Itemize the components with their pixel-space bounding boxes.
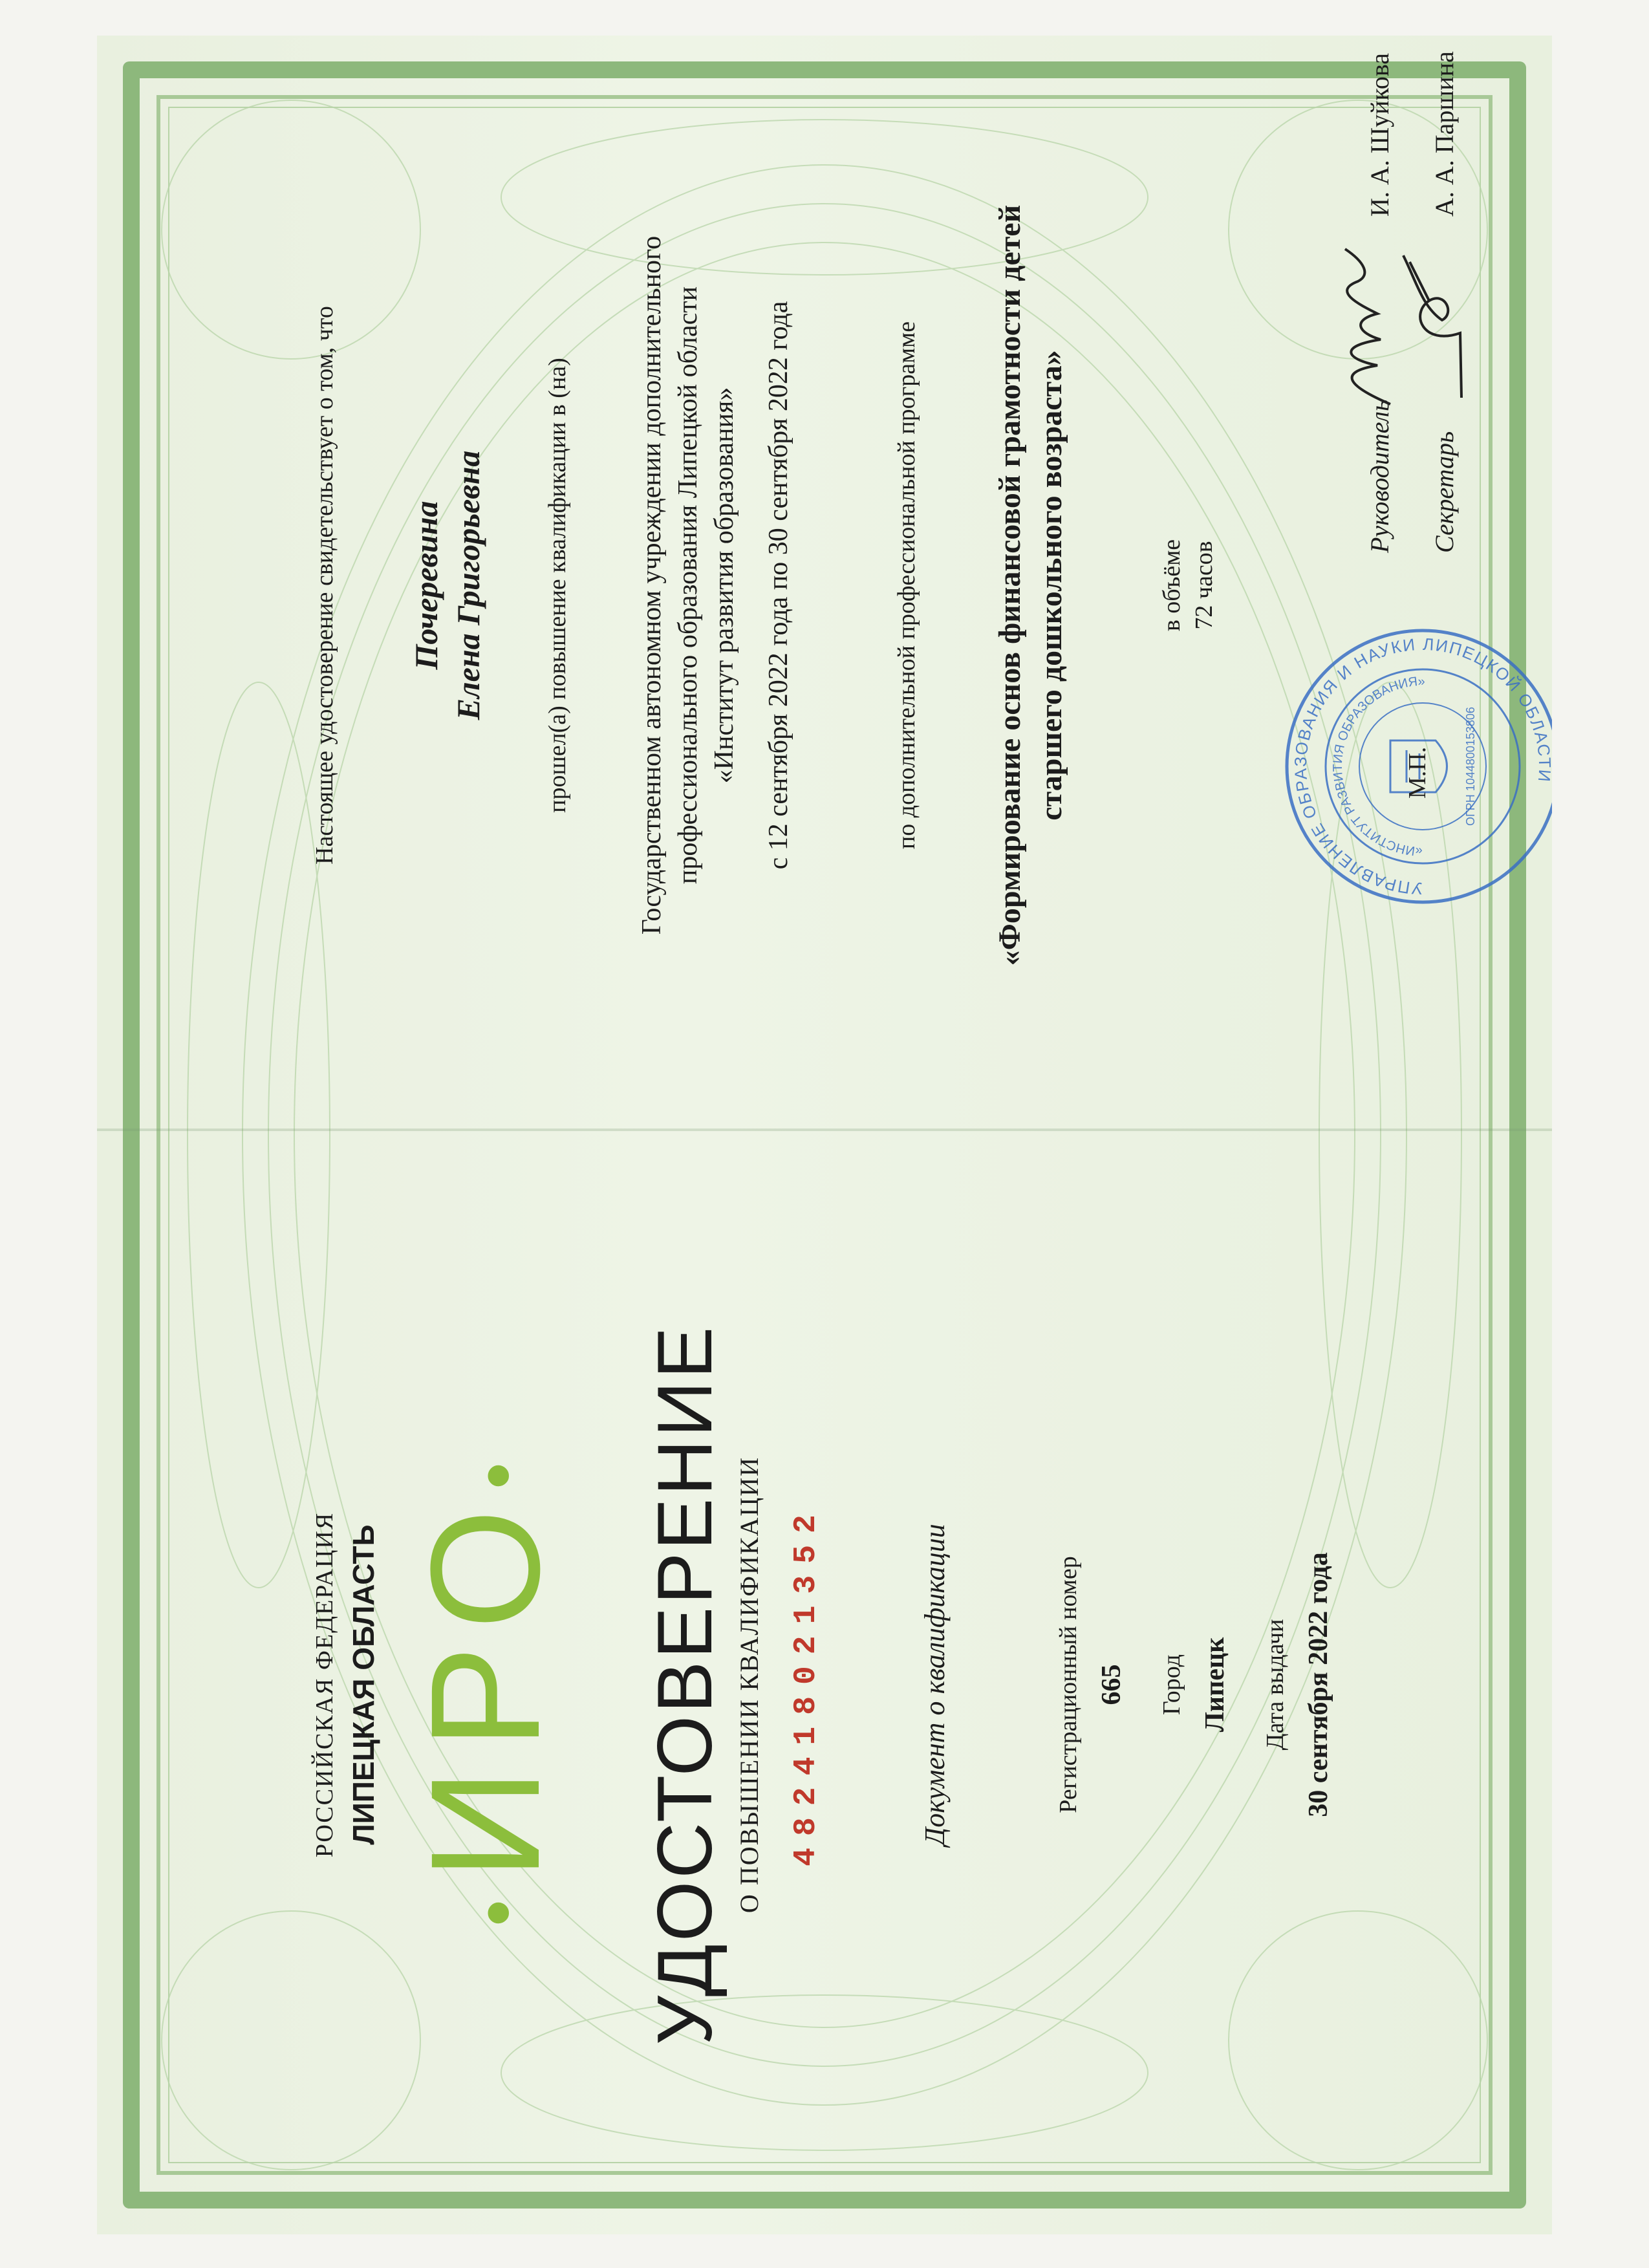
iro-logo (398, 1135, 582, 2234)
signatory-name: И. А. Шуйкова (1365, 52, 1394, 217)
certificate-sheet (97, 36, 1555, 2234)
country-heading: РОССИЙСКАЯ ФЕДЕРАЦИЯ (311, 1511, 338, 1858)
city-value: Липецк (1200, 1637, 1230, 1733)
signature-role: Секретарь (1430, 431, 1459, 553)
document-type: Документ о квалификации (919, 1524, 951, 1846)
stamp-ogrn: ОГРН 1044800153806 (1464, 707, 1477, 826)
document-title: УДОСТОВЕРЕНИЕ (641, 1324, 728, 2046)
logo-text: ИРО (398, 1489, 572, 1880)
program-title-line: «Формирование основ финансовой грамотности детей (993, 204, 1027, 966)
stamp-outer-text: УПРАВЛЕНИЕ ОБРАЗОВАНИЯ И НАУКИ ЛИПЕЦКОЙ ОБЛАСТИ (1290, 634, 1555, 899)
institution-line: профессионального образования Липецкой области (673, 286, 703, 885)
institution-line: «Институт развития образования» (709, 387, 739, 784)
city-label: Город (1158, 1654, 1185, 1715)
holder-given-names: Елена Григорьевна (450, 450, 486, 720)
signature-icon (1384, 243, 1474, 411)
signature-row-secretary (1429, 36, 1474, 1135)
volume-label: в объёме (1158, 539, 1185, 632)
program-title-line: старшего дошкольного возраста» (1034, 350, 1068, 821)
institution (634, 36, 742, 1135)
training-dates: с 12 сентября 2022 года по 30 сентября 2022 года (764, 301, 793, 870)
cover-page (97, 1135, 1552, 2234)
signature-role: Руководитель (1365, 399, 1394, 553)
program-intro: по дополнительной профессиональной программе (893, 321, 920, 850)
seal-place-mark: М.П. (1404, 746, 1431, 799)
certifies-intro: Настоящее удостоверение свидетельствует о том, что (311, 306, 338, 865)
stamp-inner-text: «ИНСТИТУТ РАЗВИТИЯ ОБРАЗОВАНИЯ» (1330, 674, 1425, 859)
issue-date-label: Дата выдачи (1262, 1619, 1289, 1751)
certificate-content (97, 36, 1555, 2234)
document-subtitle: О ПОВЫШЕНИИ КВАЛИФИКАЦИИ (735, 1456, 764, 1914)
signatory-name: А. А. Паршина (1430, 51, 1459, 217)
inner-page (97, 36, 1555, 1135)
passed-statement: прошел(а) повышение квалификации в (на) (544, 358, 571, 813)
logo-dot-left-icon: • (454, 1880, 541, 1927)
signature-row-head (1364, 36, 1410, 1135)
registration-number: 665 (1097, 1664, 1126, 1705)
region-heading: ЛИПЕЦКАЯ ОБЛАСТЬ (347, 1524, 380, 1845)
holder-surname: Почеревина (408, 501, 444, 670)
institution-line: Государственном автономном учреждении дополнительного (637, 235, 667, 935)
program-title (989, 36, 1072, 1135)
logo-dot-right-icon: • (454, 1443, 541, 1490)
registration-label: Регистрационный номер (1055, 1556, 1082, 1813)
serial-number: 482418021352 (789, 1503, 824, 1866)
volume-value: 72 часов (1191, 541, 1218, 630)
issue-date-value: 30 сентября 2022 года (1304, 1552, 1333, 1817)
